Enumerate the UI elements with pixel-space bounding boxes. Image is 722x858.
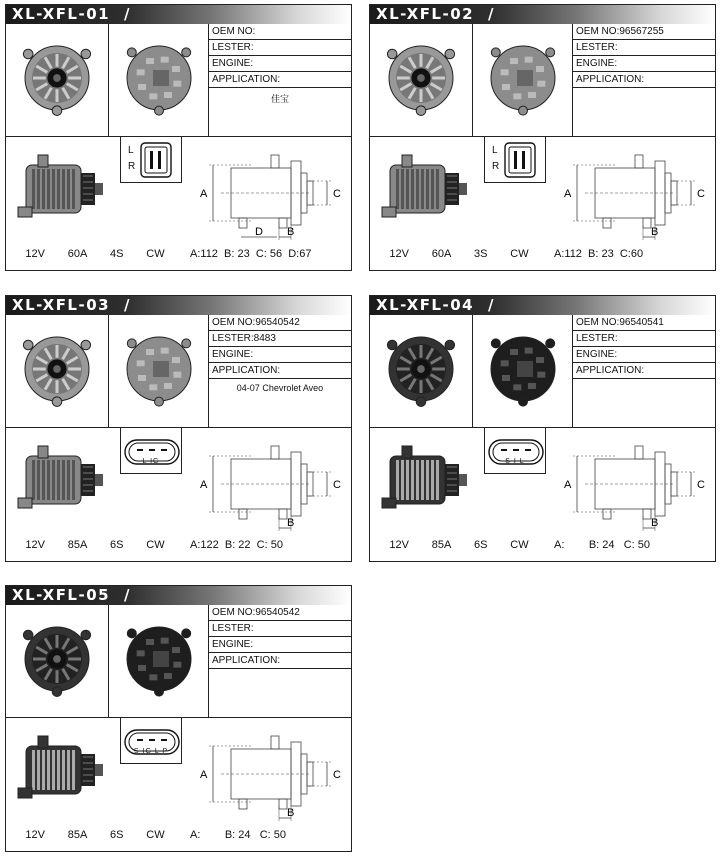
electrical-specs (6, 539, 184, 551)
amperage-value: 85A (67, 829, 88, 841)
oem-no-field: OEM NO: (209, 24, 351, 40)
amperage-value: 85A (431, 539, 452, 551)
side-view-photo (16, 728, 116, 818)
card-header (370, 5, 715, 24)
groove-value: 3S (474, 248, 488, 260)
dim-label-c: C (333, 769, 341, 781)
side-view-photo (380, 438, 480, 528)
dim-label-d: D (255, 226, 263, 238)
plug-label-l: L (128, 145, 134, 156)
dim-label-a: A (200, 188, 208, 200)
rear-view-photo (473, 315, 573, 427)
dimension-diagram (555, 143, 710, 243)
plug-label-r: R (128, 161, 136, 172)
front-view-photo (6, 605, 109, 717)
detail-row (6, 718, 351, 851)
part-number-title: XL-XFL-01 (12, 5, 111, 23)
detail-row (370, 137, 715, 270)
part-number-title: XL-XFL-02 (376, 5, 475, 23)
side-view-photo (16, 147, 116, 237)
plug-square-icon (485, 137, 547, 183)
dim-label-a: A (200, 479, 208, 491)
connector-plug-diagram (484, 137, 546, 183)
rear-view-photo (473, 24, 573, 136)
connector-plug-diagram (120, 718, 182, 764)
application-field: APPLICATION: (209, 653, 351, 669)
photo-info-row (6, 315, 351, 428)
rotation-value: CW (146, 539, 165, 551)
title-slash: / (488, 296, 494, 314)
amperage-value: 60A (67, 248, 88, 260)
rear-view-photo (109, 315, 209, 427)
electrical-specs (6, 248, 184, 260)
dimension-values: A:122 B: 22 C: 50 (190, 539, 283, 551)
dimension-values: A:112 B: 23 C:60 (554, 248, 644, 260)
oem-no-field: OEM NO:96540542 (209, 315, 351, 331)
groove-value: 6S (474, 539, 488, 551)
dim-label-b: B (287, 807, 295, 819)
photo-info-row (6, 605, 351, 718)
title-slash: / (124, 296, 130, 314)
dimension-diagram (191, 724, 346, 824)
title-slash: / (124, 5, 130, 23)
voltage-value: 12V (25, 539, 45, 551)
front-view-photo (370, 24, 473, 136)
groove-value: 4S (110, 248, 124, 260)
electrical-specs (6, 829, 184, 841)
connector-plug-diagram (120, 137, 182, 183)
plug-oval-icon (485, 428, 547, 474)
voltage-value: 12V (389, 248, 409, 260)
lester-field: LESTER: (209, 40, 351, 56)
card-header (6, 586, 351, 605)
dim-label-c: C (697, 188, 705, 200)
oem-no-field: OEM NO:96567255 (573, 24, 715, 40)
groove-value: 6S (110, 539, 124, 551)
lester-field: LESTER: (573, 331, 715, 347)
rotation-value: CW (510, 539, 529, 551)
oem-no-field: OEM NO:96540541 (573, 315, 715, 331)
dimension-diagram (191, 434, 346, 534)
dimension-diagram (555, 434, 710, 534)
dim-label-b: B (287, 226, 295, 238)
rear-view-photo (109, 24, 209, 136)
application-field: APPLICATION: (209, 72, 351, 88)
groove-value: 6S (110, 829, 124, 841)
connector-plug-diagram (484, 428, 546, 474)
title-slash: / (124, 586, 130, 604)
application-value: 佳宝 (270, 94, 289, 104)
part-number-title: XL-XFL-04 (376, 296, 475, 314)
electrical-specs (370, 248, 548, 260)
dim-label-b: B (651, 226, 659, 238)
card-header (370, 296, 715, 315)
side-view-photo (16, 438, 116, 528)
front-view-photo (6, 315, 109, 427)
dimension-values: A: B: 24 C: 50 (554, 539, 650, 551)
plug-terminal-labels: S I L (505, 458, 525, 465)
photo-info-row (370, 24, 715, 137)
detail-row (6, 137, 351, 270)
lester-field: LESTER:8483 (209, 331, 351, 347)
application-value: 04-07 Chevrolet Aveo (236, 383, 324, 393)
detail-row (6, 428, 351, 561)
application-field: APPLICATION: (573, 363, 715, 379)
product-card (5, 585, 352, 852)
voltage-value: 12V (389, 539, 409, 551)
dimension-values: A: B: 24 C: 50 (190, 829, 286, 841)
amperage-value: 85A (67, 539, 88, 551)
rotation-value: CW (146, 829, 165, 841)
dim-label-c: C (697, 479, 705, 491)
connector-plug-diagram (120, 428, 182, 474)
dim-label-b: B (287, 517, 295, 529)
front-view-photo (6, 24, 109, 136)
photo-info-row (6, 24, 351, 137)
rear-view-photo (109, 605, 209, 717)
dimension-diagram (191, 143, 346, 243)
application-field: APPLICATION: (209, 363, 351, 379)
engine-field: ENGINE: (573, 56, 715, 72)
detail-row (370, 428, 715, 561)
rotation-value: CW (146, 248, 165, 260)
dim-label-c: C (333, 188, 341, 200)
voltage-value: 12V (25, 829, 45, 841)
engine-field: ENGINE: (209, 347, 351, 363)
voltage-value: 12V (25, 248, 45, 260)
plug-square-icon (121, 137, 183, 183)
dim-label-a: A (564, 479, 572, 491)
card-header (6, 296, 351, 315)
dim-label-a: A (200, 769, 208, 781)
application-field: APPLICATION: (573, 72, 715, 88)
title-slash: / (488, 5, 494, 23)
spec-info-table (209, 605, 351, 717)
plug-oval-icon (121, 428, 183, 474)
engine-field: ENGINE: (209, 56, 351, 72)
plug-label-l: L (492, 145, 498, 156)
dim-label-b: B (651, 517, 659, 529)
plug-label-r: R (492, 161, 500, 172)
electrical-specs (370, 539, 548, 551)
engine-field: ENGINE: (209, 637, 351, 653)
oem-no-field: OEM NO:96540542 (209, 605, 351, 621)
engine-field: ENGINE: (573, 347, 715, 363)
photo-info-row (370, 315, 715, 428)
rotation-value: CW (510, 248, 529, 260)
spec-info-table (573, 24, 715, 136)
part-number-title: XL-XFL-05 (12, 586, 111, 604)
product-card (5, 4, 352, 271)
front-view-photo (370, 315, 473, 427)
dimension-values: A:112 B: 23 C: 56 D:67 (190, 248, 312, 260)
part-number-title: XL-XFL-03 (12, 296, 111, 314)
spec-info-table (209, 24, 351, 136)
product-card (369, 4, 716, 271)
lester-field: LESTER: (573, 40, 715, 56)
spec-info-table (573, 315, 715, 427)
plug-terminal-labels: L IG (142, 458, 160, 465)
dim-label-a: A (564, 188, 572, 200)
lester-field: LESTER: (209, 621, 351, 637)
spec-info-table (209, 315, 351, 427)
side-view-photo (380, 147, 480, 237)
product-card (5, 295, 352, 562)
dim-label-c: C (333, 479, 341, 491)
plug-oval-icon (121, 718, 183, 764)
product-card (369, 295, 716, 562)
amperage-value: 60A (431, 248, 452, 260)
plug-terminal-labels: S IG L P (133, 748, 169, 755)
card-header (6, 5, 351, 24)
